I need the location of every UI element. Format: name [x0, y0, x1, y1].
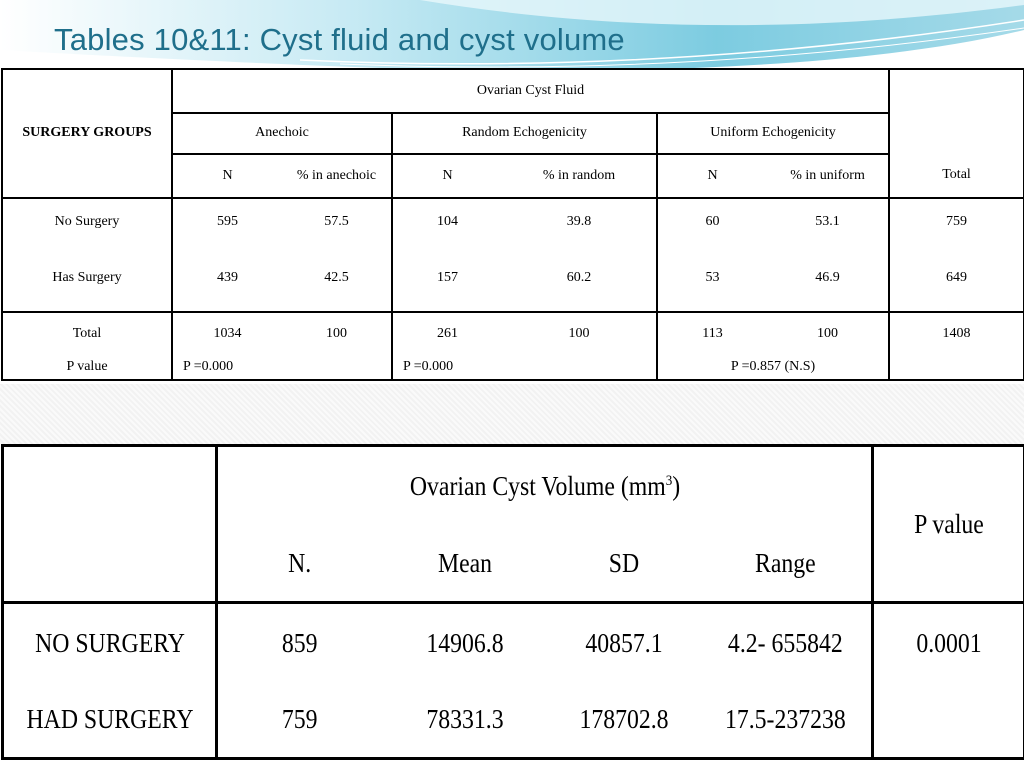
table-cell: 53.1 [815, 214, 840, 230]
cyst-volume-title-close: ) [671, 470, 680, 501]
table-cell: 157 [392, 246, 502, 312]
table-cell: 100 [817, 326, 839, 342]
table-cell: 53 [657, 246, 767, 312]
table-cell: 100 [282, 312, 392, 356]
table-cell: 1408 [889, 312, 1024, 356]
pvalue-random: P =0.000 [392, 356, 657, 380]
table-cell: 649 [889, 246, 1024, 312]
pvalue-blank [889, 356, 1024, 380]
table-cell: 104 [437, 214, 458, 230]
group-blank-header [15, 446, 203, 603]
table-cell: 595 [217, 214, 238, 230]
table-cell: 17.5-237238 [724, 704, 846, 735]
table-cell: 60 [705, 214, 720, 230]
table-row [3, 683, 1024, 759]
pct-anechoic-header: % in anechoic [282, 154, 392, 198]
table-cell: 14906.8 [425, 627, 504, 658]
pvalue-anechoic: P =0.000 [172, 356, 392, 380]
anechoic-header: Anechoic [172, 113, 392, 154]
cyst-fluid-header: Ovarian Cyst Fluid [172, 69, 889, 113]
row-label: NO SURGERY [15, 603, 203, 683]
pvalue-header: P value [882, 446, 1016, 603]
table-row [3, 603, 1024, 683]
random-echogenicity-header: Random Echogenicity [392, 113, 657, 154]
row-label: Has Surgery [2, 246, 172, 312]
row-label: HAD SURGERY [15, 683, 203, 759]
table-cell: 60.2 [502, 246, 657, 312]
pvalue-cell [882, 683, 1016, 759]
table-cell: 1034 [213, 326, 242, 342]
table-cell: 40857.1 [584, 627, 663, 658]
table-cell: 178702.8 [578, 704, 669, 735]
cyst-volume-header [256, 446, 833, 526]
uniform-echogenicity-header: Uniform Echogenicity [657, 113, 889, 154]
table-cell: 42.5 [282, 246, 392, 312]
table-cell: 859 [281, 627, 317, 658]
table-cell: 46.9 [767, 246, 889, 312]
total-row [2, 312, 1024, 356]
surgery-groups-header: SURGERY GROUPS [2, 69, 172, 198]
pvalue-cell: 0.0001 [882, 603, 1016, 683]
n-header: N. [226, 526, 370, 603]
table-cell: 57.5 [282, 198, 392, 246]
table-cell: 78331.3 [425, 704, 504, 735]
table-cell: 100 [502, 312, 657, 356]
table-cell: 4.2- 655842 [727, 627, 843, 658]
table-cell: 39.8 [502, 198, 657, 246]
range-header: Range [709, 526, 862, 603]
table-cell: 261 [437, 326, 458, 342]
total-header: Total [889, 154, 1024, 198]
cyst-volume-title: Ovarian Cyst Volume (mm [409, 470, 666, 501]
slide-title: Tables 10&11: Cyst fluid and cyst volume [54, 22, 625, 57]
total-blank-header [889, 69, 1024, 154]
sd-header: SD [558, 526, 690, 603]
table-cell: 759 [889, 198, 1024, 246]
row-label: Total [2, 312, 172, 356]
cyst-volume-unit-exponent: 3 [665, 472, 672, 489]
row-label: No Surgery [2, 198, 172, 246]
pct-random-header: % in random [502, 154, 657, 198]
table-cell: 759 [281, 704, 317, 735]
n-header: N [392, 154, 502, 198]
pct-uniform-header: % in uniform [767, 154, 889, 198]
cyst-volume-table [1, 444, 1024, 760]
pvalue-uniform: P =0.857 (N.S) [730, 359, 816, 375]
mean-header: Mean [391, 526, 539, 603]
row-label: P value [2, 356, 172, 380]
table-row [2, 246, 1024, 312]
pvalue-row [2, 356, 1024, 380]
table-cell: 113 [702, 326, 723, 342]
cyst-fluid-table [1, 68, 1024, 381]
n-header: N [657, 154, 767, 198]
background-texture [0, 384, 1024, 444]
table-row [2, 198, 1024, 246]
table-cell: 439 [172, 246, 282, 312]
n-header: N [172, 154, 282, 198]
